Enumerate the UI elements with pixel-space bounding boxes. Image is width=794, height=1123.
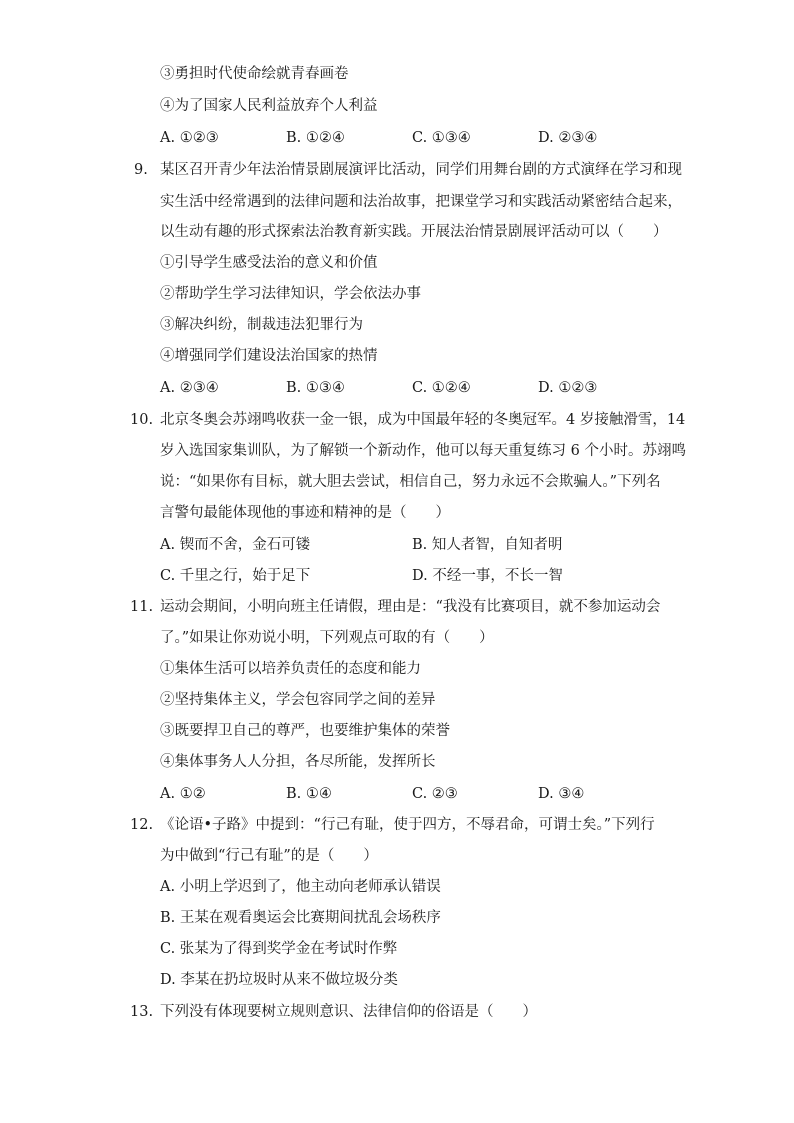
q11-option-d[interactable]: D. ③④ xyxy=(538,786,585,802)
q9-option-c[interactable]: C. ①②④ xyxy=(412,380,471,396)
q10-stem-line-2: 岁入选国家集训队，为了解锁一个新动作，他可以每天重复练习 6 个小时。苏翊鸣 xyxy=(160,443,686,459)
q9-stem-line-1: 某区召开青少年法治情景剧展演评比活动，同学们用舞台剧的方式演绎在学习和现 xyxy=(160,162,682,178)
q9-option-d[interactable]: D. ①②③ xyxy=(538,380,598,396)
q11-option-a[interactable]: A. ①② xyxy=(160,786,206,802)
q12-option-b[interactable]: B. 王某在观看奥运会比赛期间扰乱会场秩序 xyxy=(160,910,441,926)
q9-stem-line-3: 以生动有趣的形式探索法治教育新实践。开展法治情景剧展评活动可以（ ） xyxy=(160,224,668,240)
q11-stem-line-1: 运动会期间，小明向班主任请假，理由是：“我没有比赛项目，就不参加运动会 xyxy=(160,599,661,615)
q12-option-a[interactable]: A. 小明上学迟到了，他主动向老师承认错误 xyxy=(160,879,441,895)
q10-option-c[interactable]: C. 千里之行，始于足下 xyxy=(160,568,311,584)
q9-item-4: ④增强同学们建设法治国家的热情 xyxy=(160,348,378,364)
q10-stem-line-3: 说：“如果你有目标，就大胆去尝试，相信自己，努力永远不会欺骗人。”下列名 xyxy=(160,474,661,490)
q9-number: 9. xyxy=(134,162,148,178)
q12-option-d[interactable]: D. 李某在扔垃圾时从来不做垃圾分类 xyxy=(160,972,398,988)
q10-option-d[interactable]: D. 不经一事，不长一智 xyxy=(412,568,563,584)
q10-stem-line-1: 北京冬奥会苏翊鸣收获一金一银，成为中国最年轻的冬奥冠军。4 岁接触滑雪，14 xyxy=(160,412,686,428)
q12-stem-line-2: 为中做到“行己有耻”的是（ ） xyxy=(160,848,378,864)
q9-item-3: ③解决纠纷，制裁违法犯罪行为 xyxy=(160,317,363,333)
q12-stem-line-1: 《论语•子路》中提到：“行己有耻，使于四方，不辱君命，可谓士矣。”下列行 xyxy=(160,817,655,833)
q8-option-b[interactable]: B. ①②④ xyxy=(286,130,345,146)
q8-option-d[interactable]: D. ②③④ xyxy=(538,130,598,146)
q12-option-c[interactable]: C. 张某为了得到奖学金在考试时作弊 xyxy=(160,941,398,957)
q11-option-b[interactable]: B. ①④ xyxy=(286,786,332,802)
q10-number: 10. xyxy=(130,412,154,428)
q10-option-a[interactable]: A. 锲而不舍，金石可镂 xyxy=(160,537,311,553)
q12-number: 12. xyxy=(130,817,154,833)
q9-option-a[interactable]: A. ②③④ xyxy=(160,380,219,396)
q11-stem-line-2: 了。”如果让你劝说小明，下列观点可取的有（ ） xyxy=(160,630,494,646)
q9-item-2: ②帮助学生学习法律知识，学会依法办事 xyxy=(160,286,421,302)
q9-stem-line-2: 实生活中经常遇到的法律问题和法治故事，把课堂学习和实践活动紧密结合起来， xyxy=(160,194,682,210)
q9-item-1: ①引导学生感受法治的意义和价值 xyxy=(160,255,378,271)
q11-item-3: ③既要捍卫自己的尊严，也要维护集体的荣誉 xyxy=(160,723,450,739)
q11-item-2: ②坚持集体主义，学会包容同学之间的差异 xyxy=(160,692,436,708)
q8-item-4: ④为了国家人民利益放弃个人利益 xyxy=(160,98,378,114)
q13-number: 13. xyxy=(130,1004,154,1020)
q11-option-c[interactable]: C. ②③ xyxy=(412,786,458,802)
q10-stem-line-4: 言警句最能体现他的事迹和精神的是（ ） xyxy=(160,505,450,521)
q9-option-b[interactable]: B. ①③④ xyxy=(286,380,345,396)
q11-number: 11. xyxy=(130,599,154,615)
q10-option-b[interactable]: B. 知人者智，自知者明 xyxy=(412,537,563,553)
q11-item-4: ④集体事务人人分担，各尽所能，发挥所长 xyxy=(160,754,436,770)
q13-stem-line-1: 下列没有体现要树立规则意识、法律信仰的俗语是（ ） xyxy=(160,1004,537,1020)
q8-item-3: ③勇担时代使命绘就青春画卷 xyxy=(160,66,349,82)
q8-option-c[interactable]: C. ①③④ xyxy=(412,130,471,146)
q11-item-1: ①集体生活可以培养负责任的态度和能力 xyxy=(160,661,421,677)
q8-option-a[interactable]: A. ①②③ xyxy=(160,130,219,146)
